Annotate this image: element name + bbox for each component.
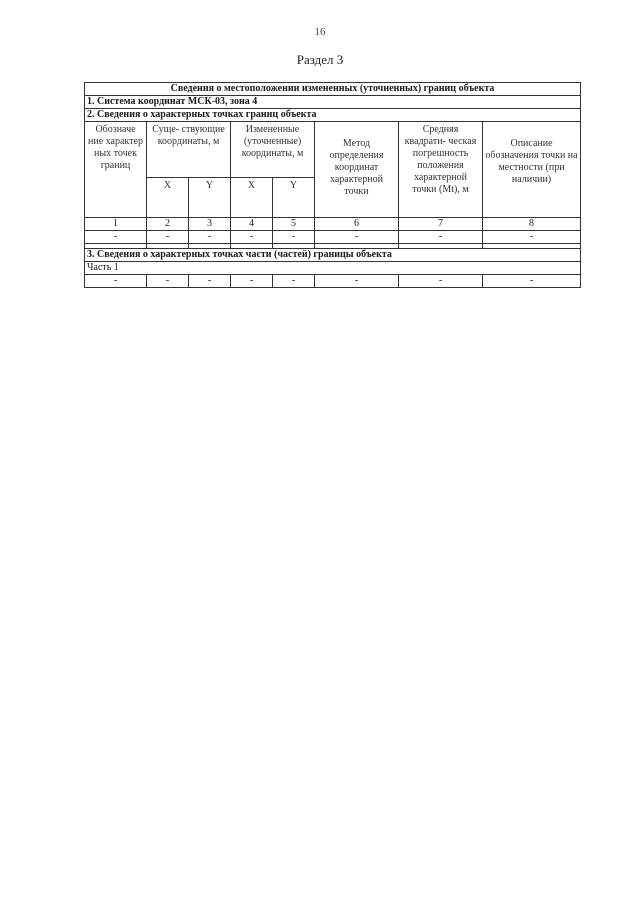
column-number: 2 [147,218,189,231]
table-cell: - [147,231,189,244]
table-cell: - [85,231,147,244]
parts-section-header: 3. Сведения о характерных точках части (частей) границы объекта [85,249,581,262]
column-number: 1 [85,218,147,231]
table-cell: - [231,231,273,244]
column-number: 3 [189,218,231,231]
column-number: 4 [231,218,273,231]
column-number: 7 [399,218,483,231]
header-existing-coords: Суще- ствующие координаты, м [147,122,231,178]
header-changed-x: X [231,178,273,218]
boundary-table [84,82,581,288]
table-cell: - [273,231,315,244]
column-number: 5 [273,218,315,231]
table-cell: - [231,275,273,288]
column-number: 8 [483,218,581,231]
header-changed-y: Y [273,178,315,218]
section-title: Раздел 3 [296,52,344,67]
page-number: 16 [314,26,326,38]
header-existing-y: Y [189,178,231,218]
table-cell: - [315,275,399,288]
table-cell: - [189,231,231,244]
header-changed-coords: Измененные (уточненные) координаты, м [231,122,315,178]
table-cell: - [399,275,483,288]
table-cell: - [147,275,189,288]
table-cell: - [483,275,581,288]
header-description: Описание обозначения точки на местности (при наличии) [483,122,581,218]
header-point-designation: Обозначе ние характер ных точек границ [85,122,147,218]
header-mean-error: Средняя квадрати- ческая погрешность положения характерной точки (Mt), м [399,122,483,218]
table-cell: - [483,231,581,244]
coord-system-label: 1. Система координат МСК-03, зона 4 [85,96,581,109]
table-cell: - [315,231,399,244]
table-cell: - [399,231,483,244]
table-cell: - [189,275,231,288]
header-method: Метод определения координат характерной точки [315,122,399,218]
points-section-header: 2. Сведения о характерных точках границ объекта [85,109,581,122]
part-label: Часть 1 [85,262,581,275]
table-cell: - [273,275,315,288]
table-title: Сведения о местоположении измененных (уточненных) границ объекта [85,83,581,96]
table-cell: - [85,275,147,288]
header-existing-x: X [147,178,189,218]
column-number: 6 [315,218,399,231]
